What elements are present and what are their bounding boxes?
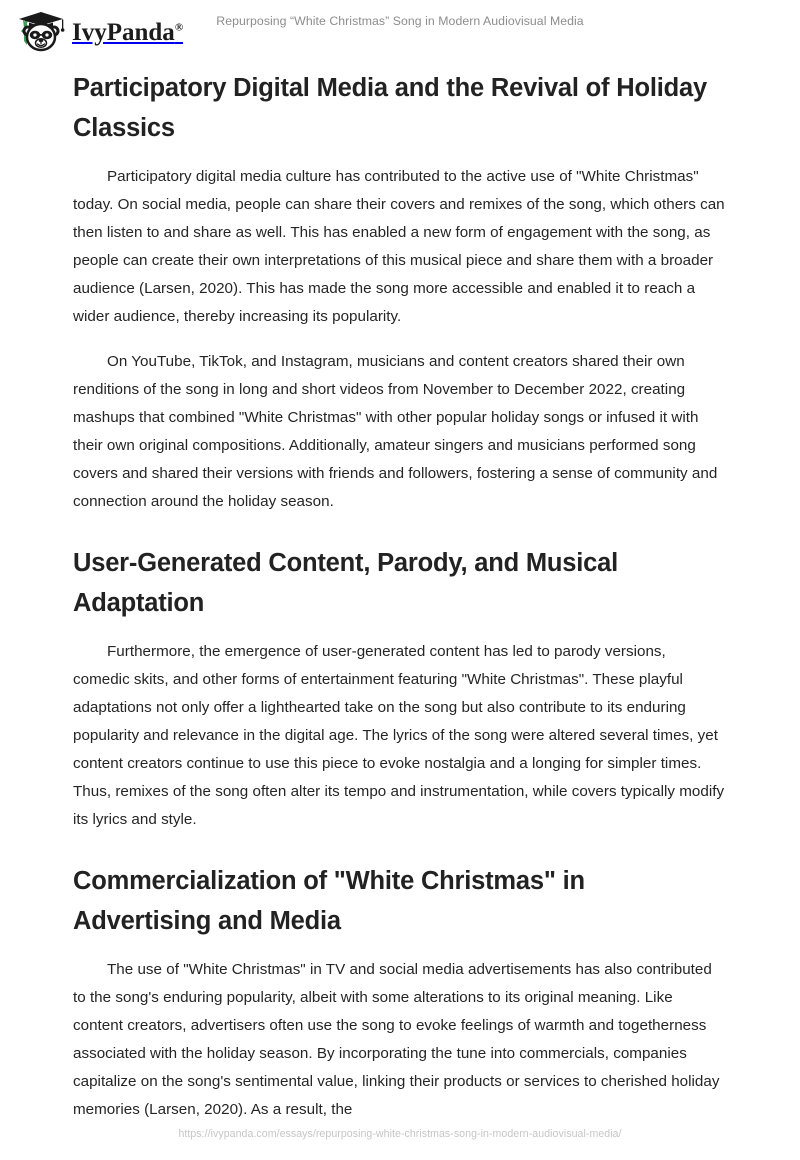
document-section <box>73 543 725 834</box>
paragraph: Furthermore, the emergence of user-generated content has led to parody versions, comedic skits, and other forms of entertainment featuring "White Christmas". These playful adaptations not only offer a lighthearted take on the song but also contribute to its enduring popularity and relevance in the digital age. The lyrics of the song were altered several times, yet content creators continue to use this piece to evoke nostalgia and a longing for simpler times. Thus, remixes of the song often alter its tempo and instrumentation, while covers typically modify its lyrics and style. <box>73 643 725 828</box>
source-url-link[interactable]: https://ivypanda.com/essays/repurposing-white-christmas-song-in-modern-audiovisual-media/ <box>178 1128 622 1140</box>
section-heading: User-Generated Content, Parody, and Musical Adaptation <box>73 549 618 617</box>
document-section <box>73 861 725 1124</box>
paragraph: The use of "White Christmas" in TV and social media advertisements has also contributed to the song's enduring popularity, albeit with some alterations to its original meaning. Like content creators, advertisers often use the song to evoke feelings of warmth and togetherness associated with the holiday season. By incorporating the tune into commercials, companies capitalize on the song's sentimental value, linking their products or services to cherished holiday memories (Larsen, 2020). As a result, the <box>73 961 720 1118</box>
registered-mark-icon: ® <box>174 21 184 34</box>
page-footer <box>0 1124 800 1142</box>
section-body <box>73 163 725 516</box>
section-body <box>73 956 725 1124</box>
section-heading: Commercialization of "White Christmas" in Advertising and Media <box>73 867 585 935</box>
brand-name-text: IvyPanda <box>72 18 175 46</box>
document-section <box>73 68 725 516</box>
document-content <box>73 68 725 1124</box>
section-body <box>73 638 725 834</box>
paragraph: Participatory digital media culture has contributed to the active use of "White Christmas" today. On social media, people can share their covers and remixes of the song, which others can then listen to and share as well. This has enabled a new form of engagement with the song, as people can create their own interpretations of this musical piece and share them with a broader audience (Larsen, 2020). This has made the song more accessible and enabled it to reach a wider audience, thereby increasing its popularity. <box>73 168 725 325</box>
document-running-title: Repurposing “White Christmas” Song in Modern Audiovisual Media <box>216 14 584 28</box>
section-heading: Participatory Digital Media and the Revival of Holiday Classics <box>73 74 707 142</box>
page-header <box>0 0 800 62</box>
paragraph: On YouTube, TikTok, and Instagram, musicians and content creators shared their own renditions of the song in long and short videos from November to December 2022, creating mashups that combined "White Christmas" with other popular holiday songs or infused it with their own original compositions. Additionally, amateur singers and musicians performed song covers and shared their versions with friends and followers, fostering a sense of community and connection around the holiday season. <box>73 353 718 510</box>
